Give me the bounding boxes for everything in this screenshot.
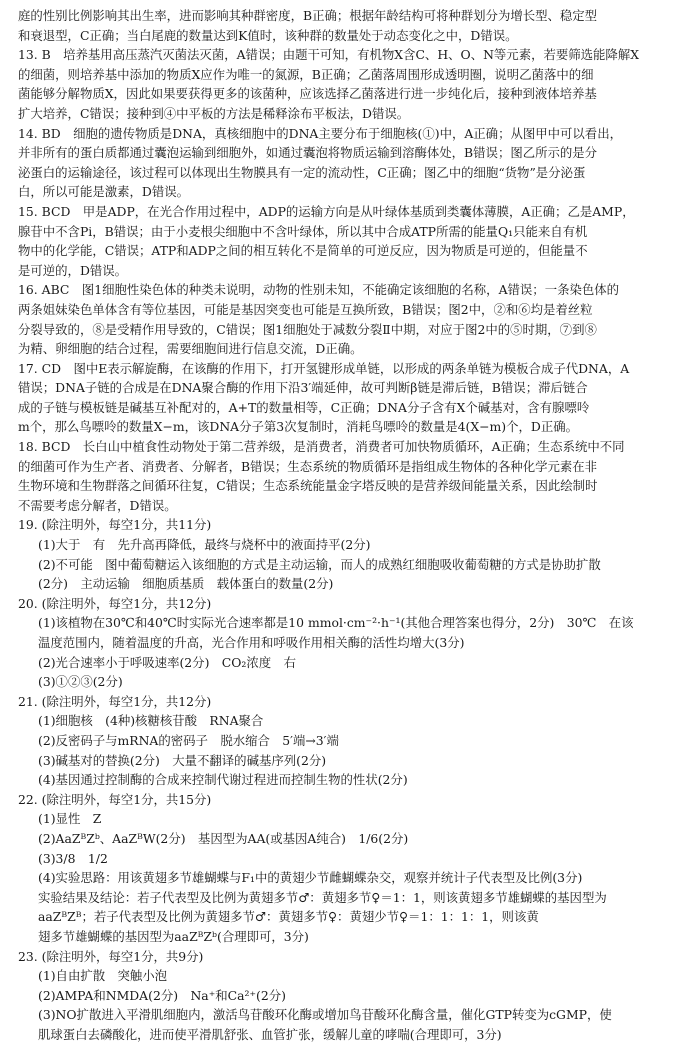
answer-q23-1 — [18, 966, 683, 986]
answer-q14 — [18, 124, 683, 202]
text-line: 并非所有的蛋白质都通过囊泡运输到细胞外，如通过囊泡将物质运输到溶酶体处，B错误；图乙所示的是分 — [18, 145, 598, 161]
text-line: 的细菌可作为生产者、消费者、分解者，B错误；生态系统的物质循环是指组成生物体的各种化学元素在非 — [18, 458, 598, 474]
text-line: 21. (除注明外，每空1分，共12分) — [18, 693, 212, 709]
answer-q22-4 — [18, 868, 683, 888]
text-line: 物中的化学能，C错误；ATP和ADP之间的相互转化不是简单的可逆反应，因为物质是可逆的，但能量不 — [18, 243, 588, 259]
answer-q20-2 — [18, 653, 683, 673]
answer-q20-3 — [18, 672, 683, 692]
text-line: 分裂导致的，⑧是受精作用导致的，C错误；图1细胞处于减数分裂Ⅱ中期，对应于图2中的⑤时期，⑦到⑧ — [18, 321, 597, 337]
answer-q21-1 — [18, 711, 683, 731]
text-line: (1)大于 有 先升高再降低，最终与烧杯中的液面持平(2分) — [38, 537, 371, 553]
answer-q22-3 — [18, 849, 683, 869]
text-line: (2分) 主动运输 细胞质基质 载体蛋白的数量(2分) — [38, 576, 334, 592]
answer-q16 — [18, 280, 683, 358]
text-line: 温度范围内，随着温度的升高，光合作用和呼吸作用相关酶的活性均增大(3分) — [38, 635, 465, 650]
text-line: 19. (除注明外，每空1分，共11分) — [18, 517, 212, 533]
text-line: 白，所以可能是激素，D错误。 — [18, 184, 190, 200]
answer-q22-5 — [18, 888, 683, 947]
text-line: (1)该植物在30℃和40℃时实际光合速率都是10 mmol·cm⁻²·h⁻¹(其他合理答案也得分，2分) 30℃ 在该 — [38, 615, 634, 631]
text-line: 15. BCD 甲是ADP，在光合作用过程中，ADP的运输方向是从叶绿体基质到类囊体薄膜，A正确；乙是AMP， — [18, 203, 635, 219]
text-line: 肌球蛋白去磷酸化，进而使平滑肌舒张、血管扩张，缓解儿童的哮喘(合理即可，3分) — [38, 1026, 502, 1042]
text-line: (3)NO扩散进入平滑肌细胞内，激活鸟苷酸环化酶或增加鸟苷酸环化酶含量，催化GTP转变为cGMP，使 — [38, 1007, 612, 1023]
text-line: 14. BD 细胞的遗传物质是DNA，真核细胞中的DNA主要分布于细胞核(①)中，A正确；从图甲中可以看出， — [18, 125, 622, 141]
text-line: 泌蛋白的运输途径，该过程可以体现出生物膜具有一定的流动性，C正确；图乙中的细胞“货物”是分泌蛋 — [18, 164, 586, 180]
answer-q13 — [18, 45, 683, 123]
answer-q22-2 — [18, 829, 683, 849]
answer-q15 — [18, 202, 683, 280]
answer-q19 — [18, 515, 683, 535]
answer-q20 — [18, 594, 683, 614]
answer-q21-3 — [18, 751, 683, 771]
text-line: (1)自由扩散 突触小泡 — [38, 968, 168, 984]
answer-q18 — [18, 437, 683, 515]
text-line: 16. ABC 图1细胞性染色体的种类未说明，动物的性别未知，不能确定该细胞的名称，A错误；一条染色体的 — [18, 282, 620, 298]
text-line: aaZᴮZᴮ；若子代表型及比例为黄翅多节♂：黄翅多节♀：黄翅少节♀＝1：1：1：1，则该黄 — [38, 909, 539, 925]
text-line: (1)显性 Z — [38, 811, 102, 827]
text-line: 翅多节雄蝴蝶的基因型为aaZᴮZᵇ(合理即可，3分) — [38, 928, 309, 944]
answer-q21-2 — [18, 731, 683, 751]
text-line: 20. (除注明外，每空1分，共12分) — [18, 595, 212, 611]
answer-q20-1 — [18, 613, 683, 652]
text-line: 18. BCD 长白山中植食性动物处于第二营养级，是消费者，消费者可加快物质循环，A正确；生态系统中不同 — [18, 439, 625, 455]
answer-q17 — [18, 359, 683, 437]
text-line: 不需要考虑分解者，D错误。 — [18, 497, 177, 513]
answer-q21 — [18, 692, 683, 712]
answer-q22-1 — [18, 809, 683, 829]
text-line: (2)不可能 图中葡萄糖运入该细胞的方式是主动运输，而人的成熟红细胞吸收葡萄糖的方式是协助扩散 — [38, 556, 601, 572]
text-line: 两条姐妹染色单体含有等位基因，可能是基因突变也可能是互换所致，B错误；图2中，②和⑥均是着丝粒 — [18, 301, 593, 317]
answer-q23-3 — [18, 1005, 683, 1044]
text-line: m个，那么鸟嘌呤的数量X−m，该DNA分子第3次复制时，消耗鸟嘌呤的数量是4(X−m)个，D正确。 — [18, 419, 579, 435]
text-line: 庭的性别比例影响其出生率，进而影响其种群密度，B正确；根据年龄结构可将种群划分为增长型、稳定型 — [18, 8, 598, 23]
text-line: (2)AaZᴮZᵇ、AaZᴮW(2分) 基因型为AA(或基因A纯合) 1/6(2分) — [38, 830, 409, 846]
text-line: 扩大培养，C错误；接种到④中平板的方法是稀释涂布平板法，D错误。 — [18, 105, 410, 121]
answer-q21-4 — [18, 770, 683, 790]
text-line: 是可逆的，D错误。 — [18, 262, 128, 278]
text-line: 13. B 培养基用高压蒸汽灭菌法灭菌，A错误；由题干可知，有机物X含C、H、O、N等元素，若要筛选能降解X — [18, 47, 640, 63]
answer-q23 — [18, 947, 683, 967]
text-line: 生物环境和生物群落之间循环往复，C错误；生态系统能量金字塔反映的是营养级间能量关系，因此绘制时 — [18, 478, 598, 494]
text-line: 的细菌，则培养基中添加的物质X应作为唯一的氮源，B正确；乙菌落周围形成透明圈，说明乙菌落中的细 — [18, 66, 594, 82]
answer-q23-2 — [18, 986, 683, 1006]
text-line: (2)光合速率小于呼吸速率(2分) CO₂浓度 右 — [38, 654, 296, 670]
text-line: 17. CD 图中E表示解旋酶，在该酶的作用下，打开氢键形成单链，以形成的两条单链为模板合成子代DNA，A — [18, 360, 630, 376]
text-line: (2)AMPA和NMDA(2分) Na⁺和Ca²⁺(2分) — [38, 987, 286, 1003]
text-line: (3)3/8 1/2 — [38, 850, 108, 866]
text-line: (4)基因通过控制酶的合成来控制代谢过程进而控制生物的性状(2分) — [38, 772, 408, 788]
text-line: 腺苷中不含Pi，B错误；由于小麦根尖细胞中不含叶绿体，所以其中合成ATP所需的能量Q₁只能来自有机 — [18, 223, 588, 239]
text-line: 实验结果及结论：若子代表型及比例为黄翅多节♂：黄翅多节♀＝1：1，则该黄翅多节雄蝴蝶的基因型为 — [38, 889, 607, 905]
answer-p-cont — [18, 6, 683, 45]
text-line: 菌能够分解物质X，因此如果要获得更多的该菌种，应该选择乙菌落进行进一步纯化后，接种到液体培养基 — [18, 86, 597, 102]
text-line: (1)细胞核 (4种)核糖核苷酸 RNA聚合 — [38, 713, 264, 729]
text-line: 22. (除注明外，每空1分，共15分) — [18, 791, 212, 807]
text-line: 为精、卵细胞的结合过程，需要细胞间进行信息交流，D正确。 — [18, 341, 363, 357]
text-line: (3)碱基对的替换(2分) 大量不翻译的碱基序列(2分) — [38, 752, 327, 768]
text-line: 成的子链与模板链是碱基互补配对的，A+T的数量相等，C正确；DNA分子含有X个碱基对，含有腺嘌呤 — [18, 399, 590, 415]
text-line: (3)①②③(2分) — [38, 674, 123, 690]
text-line: (2)反密码子与mRNA的密码子 脱水缩合 5′端→3′端 — [38, 732, 339, 748]
answer-q19-2 — [18, 555, 683, 594]
answer-q19-1 — [18, 535, 683, 555]
answer-q22 — [18, 790, 683, 810]
text-line: 错误；DNA子链的合成是在DNA聚合酶的作用下沿3′端延伸，故可判断β链是滞后链，B错误；滞后链合 — [18, 380, 588, 396]
text-line: (4)实验思路：用该黄翅多节雄蝴蝶与F₁中的黄翅少节雌蝴蝶杂交，观察并统计子代表型及比例(3分) — [38, 870, 583, 886]
text-line: 23. (除注明外，每空1分，共9分) — [18, 948, 204, 964]
text-line: 和衰退型，C正确；当白尾鹿的数量达到K值时，该种群的数量处于动态变化之中，D错误。 — [18, 27, 518, 43]
